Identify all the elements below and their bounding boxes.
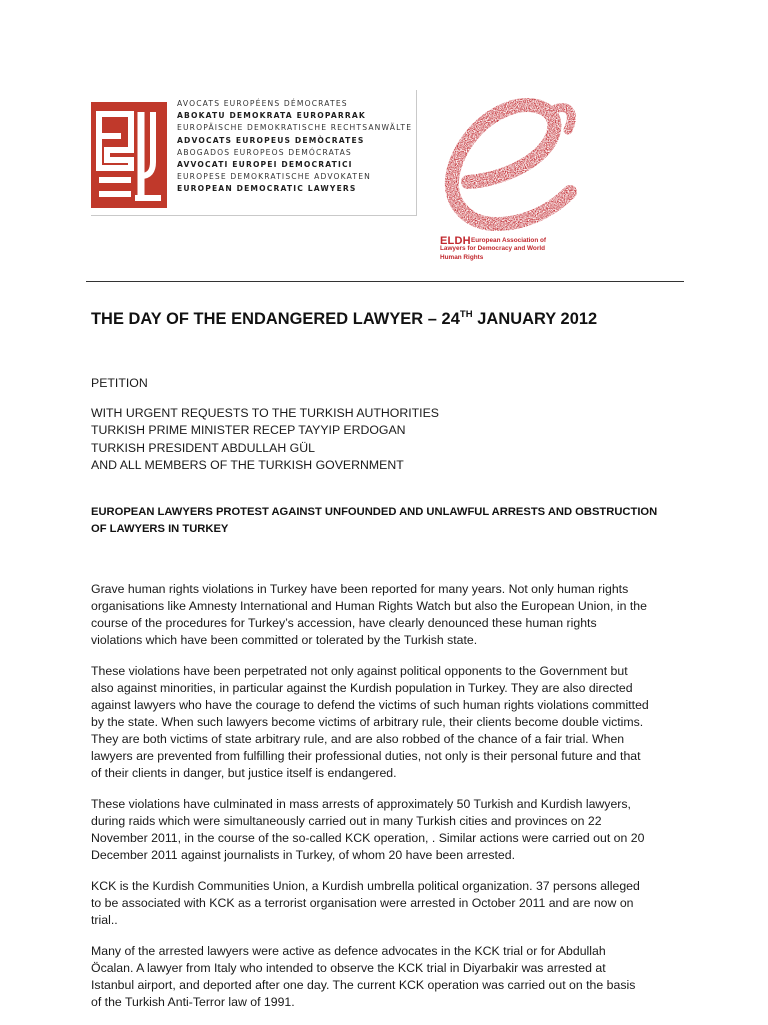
aed-name-line: EUROPEAN DEMOCRATIC LAWYERS [177,184,357,194]
subheading: EUROPEAN LAWYERS PROTEST AGAINST UNFOUNDED AND UNLAWFUL ARRESTS AND OBSTRUCTION OF LAWYERS IN TURKEY [91,506,658,535]
title-superscript: TH [459,309,473,320]
body-paragraph: Many of the arrested lawyers were active as defence advocates in the KCK trial or for Abdullah Öcalan. A lawyer from Italy who intended to observe the KCK trial in Diyarbakir was arrested at Istanbul airport, and deported after one day. The current KCK operation was carried out on the basis of the Turkish Anti-Terror law of 1991. [91,943,636,1009]
header-divider-vertical [416,90,417,216]
aed-name-line: ABOGADOS EUROPEOS DEMÓCRATAS [177,147,352,157]
body-paragraph: These violations have culminated in mass arrests of approximately 50 Turkish and Kurdish lawyers, during raids which were simultaneously carried out in many Turkish cities and provinces on 22 November 2011, in the course of the so-called KCK operation, . Similar actions were carried out on 20 December 2011 against journalists in Turkey, of whom 20 have been arrested. [91,796,645,862]
aed-names-list [177,98,412,196]
header-rule [86,281,684,282]
addressee-line: WITH URGENT REQUESTS TO THE TURKISH AUTHORITIES [91,406,439,420]
eldh-full-name: European Association of Lawyers for Democracy and World Human Rights [440,237,547,261]
aed-name-line: EUROPÄISCHE DEMOKRATISCHE RECHTSANWÄLTE [177,123,413,133]
eldh-acronym: ELDH [440,235,471,247]
header-divider-horizontal [91,215,417,216]
aed-name-line: ADVOCATS EUROPEUS DEMÒCRATES [177,135,365,145]
body-paragraph: KCK is the Kurdish Communities Union, a Kurdish umbrella political organization. 37 persons alleged to be associated with KCK as a terrorist organisation were arrested in October 2011 and are now on trial.. [91,878,640,927]
title-main: THE DAY OF THE ENDANGERED LAWYER – 24 [91,310,460,328]
addressee-line: TURKISH PRESIDENT ABDULLAH GÜL [91,440,315,455]
addressee-line: TURKISH PRIME MINISTER RECEP TAYYIP ERDOGAN [91,423,406,438]
aed-name-line: ABOKATU DEMOKRATA EUROPARRAK [177,111,366,121]
eldh-logo [432,96,592,268]
aed-name-line: EUROPESE DEMOKRATISCHE ADVOKATEN [177,172,371,182]
body-text [91,581,691,1025]
document-title [91,310,597,329]
body-paragraph: These violations have been perpetrated not only against political opponents to the Government but also against minorities, in particular against the Kurdish population in Turkey. They are also directed against lawyers who have the courage to defend the victims of such human rights violations committed by the state. When such lawyers become victims of arbitrary rule, their clients become double victims. They are both victims of state arbitrary rule, and are also robbed of the chance of a fair trial. When lawyers are prevented from fulfilling their professional duties, not only is their personal future and that of their clients in danger, but justice itself is endangered. [91,664,649,780]
aed-logo [91,94,418,216]
aed-logo-icon [91,102,167,208]
title-suffix: JANUARY 2012 [472,310,598,328]
eldh-logo-icon [432,96,582,236]
addressee-line: AND ALL MEMBERS OF THE TURKISH GOVERNMENT [91,458,404,473]
aed-name-line: AVVOCATI EUROPEI DEMOCRATICI [177,160,353,170]
aed-name-line: AVOCATS EUROPÉENS DÉMOCRATES [177,99,348,108]
body-paragraph: Grave human rights violations in Turkey have been reported for many years. Not only human rights organisations like Amnesty International and Human Rights Watch but also the European Union, in the course of the procedures for Turkey’s accession, have clearly denounced these human rights violations which have been committed or tolerated by the Turkish state. [91,582,647,647]
petition-label: PETITION [91,376,148,390]
addressee-list [91,405,439,475]
